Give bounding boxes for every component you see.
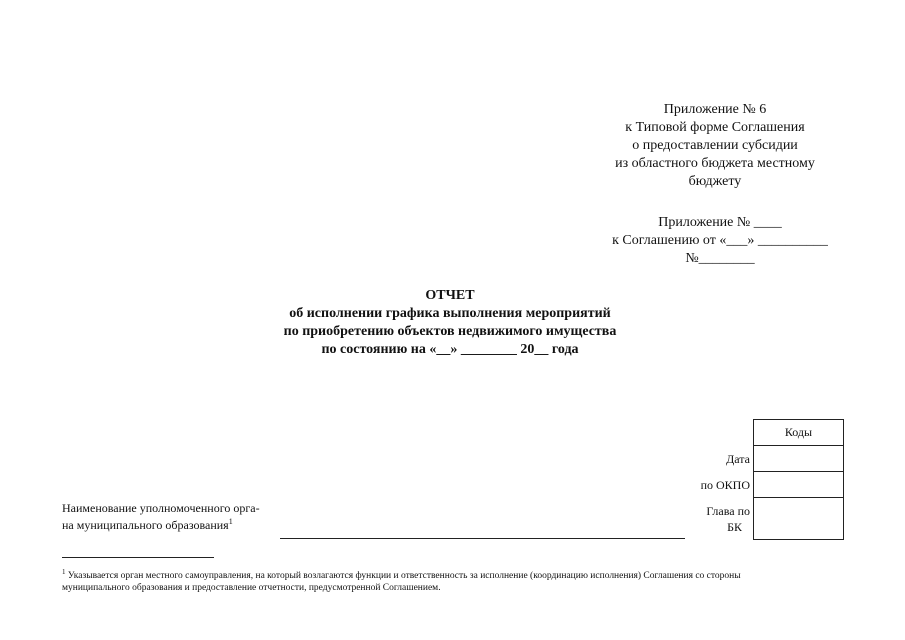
row-label-okpo: по ОКПО	[700, 478, 750, 492]
report-subtitle: об исполнении графика выполнения мероприятий	[289, 306, 611, 321]
report-heading: ОТЧЕТ	[425, 288, 475, 303]
row-label-bk	[650, 504, 750, 534]
footnote-ref: 1	[228, 517, 233, 526]
appendix-line: к Типовой форме Соглашения	[625, 120, 805, 135]
agreement-appendix-date: к Соглашению от «___» __________	[612, 233, 828, 248]
report-date-line: по состоянию на «__» ________ 20__ года	[321, 342, 579, 357]
appendix-line: из областного бюджета местному	[615, 156, 815, 171]
footnote-separator	[62, 557, 214, 558]
appendix-line: Приложение № 6	[663, 102, 767, 117]
appendix-header	[590, 101, 840, 191]
appendix-line: о предоставлении субсидии	[632, 138, 798, 153]
codes-header: Коды	[754, 420, 844, 446]
footnote	[62, 566, 852, 594]
agreement-appendix	[585, 214, 855, 268]
footnote-line2: муниципального образования и предоставление отчетности, предусмотренной Соглашением.	[62, 583, 441, 594]
organ-label	[62, 501, 292, 532]
code-cell-date[interactable]	[754, 446, 844, 472]
organ-label-line1: Наименование уполномоченного орга-	[62, 501, 260, 515]
row-label-date: Дата	[726, 452, 750, 466]
footnote-line1: $^1$ Указывается орган местного самоуправления, на который возлагаются функции и ответственность за исполнение (координацию исполнения) Соглашения со стороны	[62, 568, 741, 582]
report-subtitle: по приобретению объектов недвижимого имущества	[283, 324, 617, 339]
report-title	[200, 287, 700, 359]
row-label-bk-line1: Глава по	[706, 504, 750, 518]
agreement-appendix-number: Приложение № ____	[658, 215, 782, 230]
code-cell-okpo[interactable]	[754, 472, 844, 498]
row-label-bk-line2: БК	[727, 520, 742, 534]
codes-table	[753, 419, 844, 540]
organ-label-line2: на муниципального образования$^1$	[62, 517, 233, 532]
footnote-mark: 1	[62, 568, 66, 576]
appendix-line: бюджету	[688, 174, 742, 189]
organ-name-line[interactable]	[280, 538, 685, 539]
agreement-appendix-no: №________	[685, 251, 755, 266]
code-cell-bk[interactable]	[754, 498, 844, 540]
